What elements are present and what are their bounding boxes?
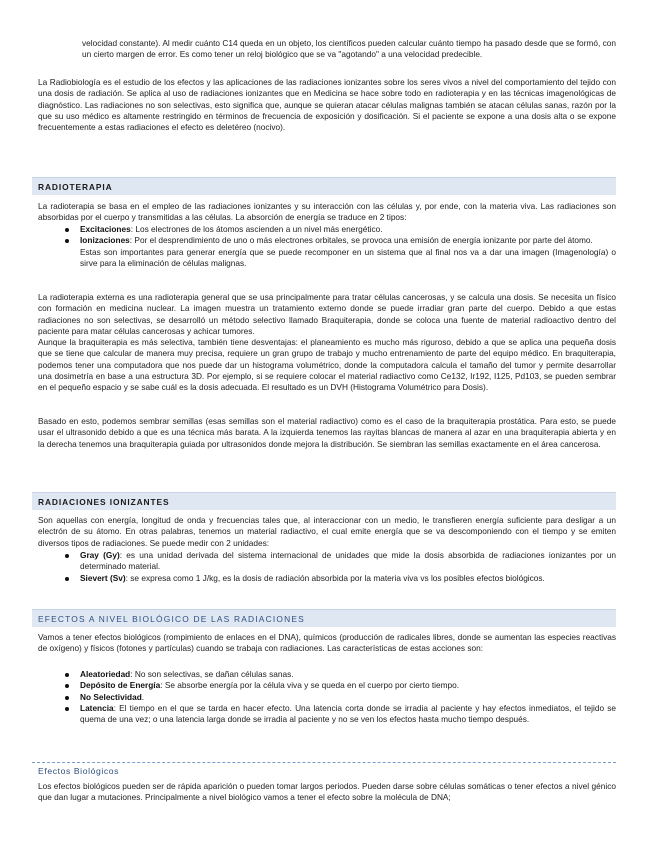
section-divider [32,762,616,763]
radiaciones-paragraph-1: Son aquellas con energía, longitud de onda y frecuencias tales que, al interaccionar con un medio, le transfieren energía suficiente para desligar a un electrón de su átomo. En otras palabras, tenemos un material radiactivo, el cual emite energía que se va descomponiendo con el tiempo y se emiten diversos tipos de radiaciones. Se puede medir con 2 unidades: [38,515,616,548]
bullet-continuation: Estas son importantes para generar energía que se puede recomponer en un sistema que al final nos va a dar una imagen (Imagenología) o sirve para la eliminación de células malignas. [80,246,616,268]
efectos-paragraph-1: Vamos a tener efectos biológicos (rompimiento de enlaces en el DNA), químicos (producción de radicales libres, donde se aumentan las especies reactivas de oxígeno) y físicos (fotones y partículas) cuando se trabaja con radiaciones. Las características de estas acciones son: [38,632,616,654]
efectos-paragraph-2: Los efectos biológicos pueden ser de rápida aparición o pueden tomar largos periodos. Pueden darse sobre células somáticas o tener efectos a nivel génico que dan lugar a mutaciones. Principalmente a nivel biológico vamos a tener el efecto sobre la molécula de DNA; [38,781,616,803]
list-item: Gray (Gy): es una unidad derivada del sistema internacional de unidades que mide la dosis absorbida de radiaciones ionizantes por un determinado material. [62,550,616,573]
list-item: Depósito de Energía: Se absorbe energía por la célula viva y se queda en el cuerpo por cierto tiempo. [62,680,616,691]
sub-heading-efectos-biologicos: Efectos Biológicos [38,766,120,776]
list-item: Ionizaciones: Por el desprendimiento de uno o más electrones orbitales, se provoca una emisión de energía ionizante por parte del átomo. [62,235,616,246]
list-item: Latencia: El tiempo en el que se tarda en hacer efecto. Una latencia corta donde se irradia al paciente y hay efectos inmediatos, el tejido se quema de una vez; o una latencia larga donde se irradia al paciente y no se ven los efectos hasta mucho tiempo después. [62,703,616,726]
list-item: Aleatoriedad: No son selectivas, se dañan células sanas. [62,669,616,680]
radioterapia-paragraph-3: Aunque la braquiterapia es más selectiva, también tiene desventajas: el planeamiento es mucho más riguroso, debido a que se aplica una pequeña dosis que se tiene que calcular de manera muy precisa, requiere un gran grupo de trabajo y mucho entrenamiento de parte del equipo médico. En braquiterapia, podemos tener una computadora que nos puede dar un histograma volumétrico, donde la computadora calcula el tamaño del tumor y permite desarrollar una dosimetría en base a una estructura 3D. Por ejemplo, si se requiere colocar el material radiactivo como Ce132, Ir192, I125, Pd103, se pueden sembrar en el pequeño espacio y se sabe cuál es la dosis adecuada. El resultado es un DVH (Histograma Volumétrico para Dosis). [38,337,616,393]
efectos-bullet-list [62,669,616,725]
section-heading-radiaciones-ionizantes: RADIACIONES IONIZANTES [32,492,616,510]
list-item: No Selectividad. [62,692,616,703]
section-heading-efectos-biologicos: EFECTOS A NIVEL BIOLÓGICO DE LAS RADIACIONES [32,609,616,627]
list-item: Excitaciones: Los electrones de los átomos ascienden a un nivel más energético. [62,224,616,235]
continuation-paragraph: velocidad constante). Al medir cuánto C14 queda en un objeto, los científicos pueden calcular cuánto tiempo ha pasado desde que se formó, con un cierto margen de error. Es como tener un reloj biológico que se va "agotando" a una velocidad predecible. [82,38,616,60]
radiobiology-intro-paragraph: La Radiobiología es el estudio de los efectos y las aplicaciones de las radiaciones ionizantes sobre los seres vivos a nivel del comportamiento del tejido con una dosis de radiación. Se aplica al uso de radiaciones ionizantes que en Medicina se hace sobre todo en radioterapia y en las técnicas imagenológicas de diagnóstico. Las radiaciones no son selectivas, esto significa que, aunque se quieran atacar células malignas también se atacan células sanas, razón por la que su uso médico es altamente restringido en términos de frecuencia de exposición y dosificación. Si el paciente se expone a una dosis alta o se expone frecuentemente a estas radiaciones el efecto es deletéreo (nocivo). [38,77,616,133]
radioterapia-paragraph-1: La radioterapia se basa en el empleo de las radiaciones ionizantes y su interacción con las células y, por ende, con la materia viva. Las radiaciones son absorbidas por el cuerpo y transmitidas a las células. La absorción de energía se traduce en 2 tipos: [38,201,616,223]
section-heading-radioterapia: RADIOTERAPIA [32,177,616,195]
list-item: Sievert (Sv): se expresa como 1 J/kg, es la dosis de radiación absorbida por la materia viva vs los posibles efectos biológicos. [62,573,616,584]
radioterapia-bullet-list [62,224,616,269]
radioterapia-paragraph-2: La radioterapia externa es una radioterapia general que se usa principalmente para tratar células cancerosas, y se calcula una dosis. Se necesita un físico con formación en medicina nuclear. La imagen muestra un tratamiento externo donde se puede irradiar gran parte del cuerpo. Debido a que estas radiaciones no son selectivas, se desarrolló un método selectivo llamado Braquiterapia, donde se coloca una fuente de material radioactivo dentro del paciente para matar células cancerosas y achicar tumores. [38,292,616,336]
radiaciones-bullet-list [62,550,616,584]
radioterapia-paragraph-4: Basado en esto, podemos sembrar semillas (esas semillas son el material radiactivo) como es el caso de la braquiterapia prostática. Para esto, se puede usar el ultrasonido debido a que es una técnica más barata. A la izquierda tenemos las rayitas blancas de manera al azar en una braquiterapia abierta y en la derecha tenemos una braquiterapia guiada por ultrasonidos donde mejora la distribución. Se siembran las semillas exactamente en el área cancerosa. [38,416,616,449]
